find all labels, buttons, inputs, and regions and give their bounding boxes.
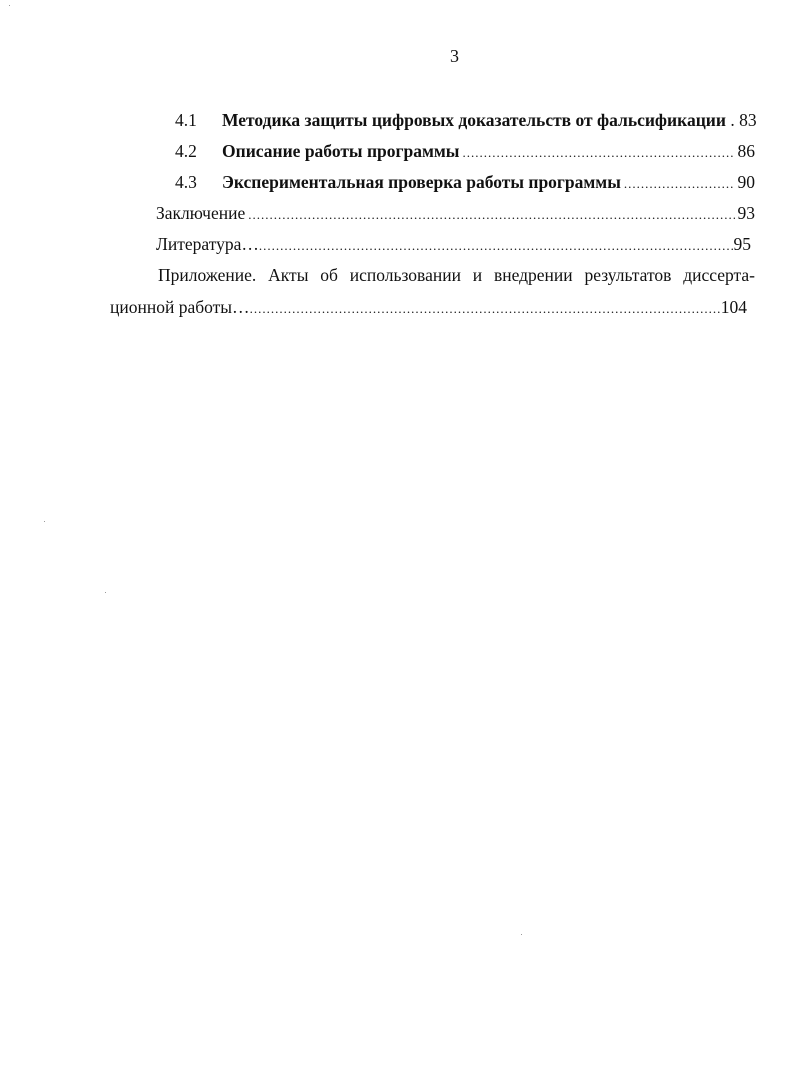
toc-entry-title: ционной работы… [110,297,250,317]
toc-entry-page: 104 [720,297,747,317]
toc-entry-number: 4.2 [175,141,197,161]
scan-speck [9,5,10,6]
toc-leader-dots [259,233,734,259]
toc-entry-number: 4.3 [175,172,197,192]
toc-entry-references [156,231,751,257]
toc-entry-4-3 [175,169,755,195]
toc-entry-appendix-line1: Приложение. Акты об использовании и внедрении результатов диссерта- [158,265,755,285]
toc-entry-title: Методика защиты цифровых доказательств от фальсификации [222,110,726,130]
toc-entry-page: 93 [737,203,755,223]
toc-leader-dots [624,171,735,197]
toc-entry-page: . 83 [725,110,757,130]
page-number: 3 [450,46,459,66]
toc-entry-4-2 [175,138,755,164]
scan-speck [105,592,106,593]
toc-entry-page: 95 [733,234,751,254]
scan-speck [521,934,522,935]
toc-entry-4-1 [175,107,755,133]
toc-leader-dots [250,296,721,322]
toc-entry-appendix-line2 [110,294,747,320]
toc-entry-page: 90 [737,172,755,192]
scan-speck [44,521,45,522]
toc-entry-page: 86 [737,141,755,161]
toc-entry-conclusion [156,200,755,226]
toc-entry-title: Заключение [156,203,246,223]
toc-entry-number: 4.1 [175,110,197,130]
toc-entry-title: Описание работы программы [222,141,460,161]
toc-leader-dots [248,202,734,228]
toc-entry-title: Экспериментальная проверка работы программы [222,172,621,192]
toc-leader-dots [462,140,734,166]
toc-entry-title: Литература… [156,234,259,254]
